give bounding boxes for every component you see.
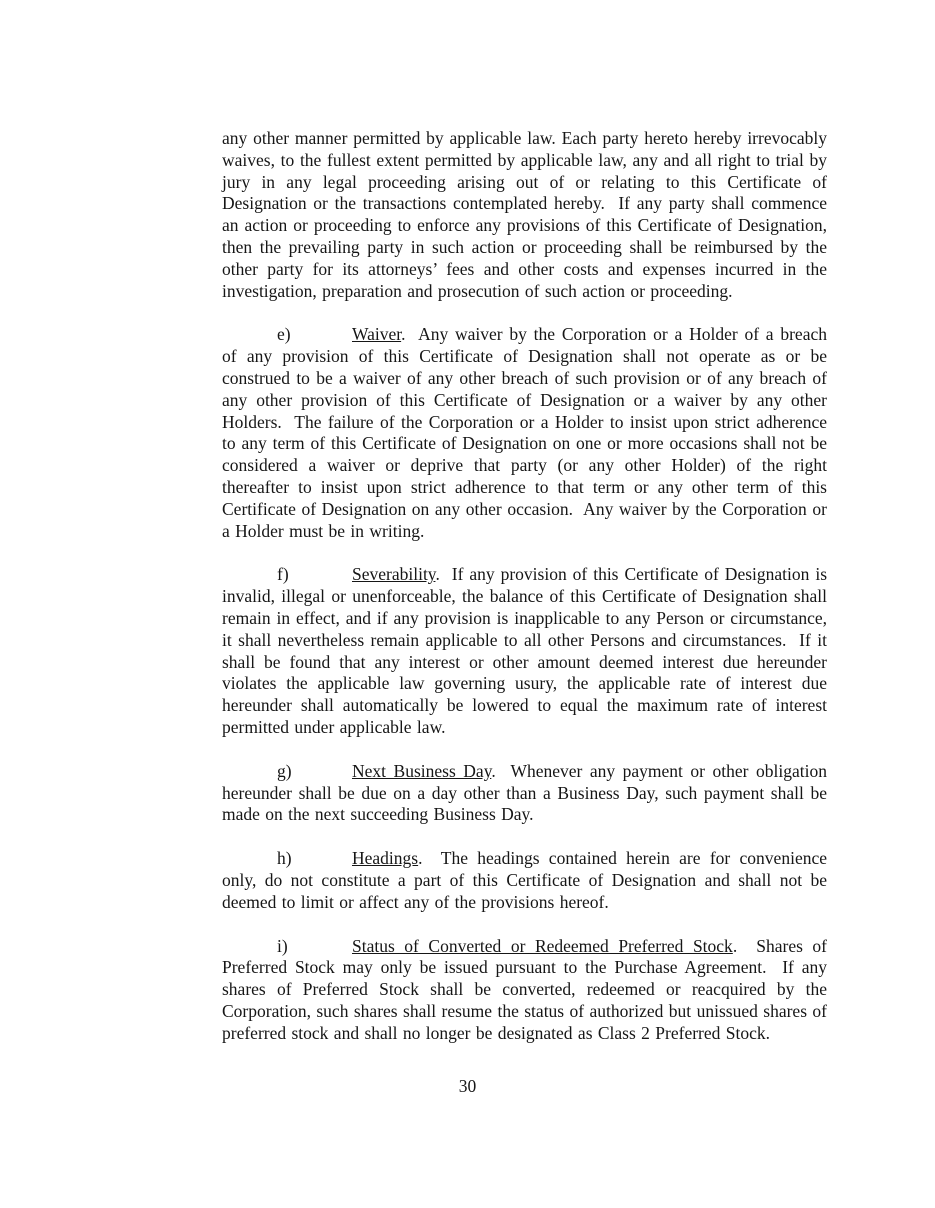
- paragraph-heading: Severability: [352, 564, 436, 585]
- paragraph-heading-period: .: [418, 848, 441, 869]
- paragraph-letter: g): [277, 760, 292, 781]
- paragraph-body: The headings contained herein are for convenience only, do not constitute a part of this Certificate of Designation and shall not be deemed to limit or affect any of the provisions hereof.: [222, 848, 827, 912]
- paragraph-heading: Waiver: [352, 324, 402, 345]
- paragraph-letter: i): [277, 935, 288, 956]
- paragraph-e-waiver: [222, 324, 827, 542]
- page-number: 30: [458, 1076, 477, 1096]
- paragraph-heading: Next Business Day: [352, 760, 492, 781]
- paragraph-letter: h): [277, 848, 292, 869]
- paragraph-h-headings: [222, 848, 827, 913]
- paragraph-heading: Headings: [352, 848, 419, 869]
- paragraph-letter: e): [277, 324, 291, 345]
- paragraph-f-severability: [222, 564, 827, 738]
- paragraph-continuation: [222, 128, 827, 302]
- paragraph-heading-period: .: [401, 324, 419, 345]
- paragraph-body: Shares of Preferred Stock may only be issued pursuant to the Purchase Agreement. If any shares of Preferred Stock shall be converted, redeemed or reacquired by the Corporation, such shares shall resume the status of authorized but unissued shares of preferred stock and shall no longer be designated as Class 2 Preferred Stock.: [222, 935, 828, 1043]
- paragraph-body: Any waiver by the Corporation or a Holder of a breach of any provision of this Certificate of Designation shall not operate as or be construed to be a waiver of any other breach of such provision or of any breach of any other provision of this Certificate of Designation or a waiver by any other Holders. The failure of the Corporation or a Holder to insist upon strict adherence to any term of this Certificate of Designation on one or more occasions shall not be considered a waiver or deprive that party (or any other Holder) of the right thereafter to insist upon strict adherence to that term or any other term of this Certificate of Designation on any other occasion. Any waiver by the Corporation or a Holder must be in writing.: [222, 324, 827, 541]
- paragraph-heading-period: .: [491, 760, 511, 781]
- paragraph-body: any other manner permitted by applicable law. Each party hereto hereby irrevocably waives, to the fullest extent permitted by applicable law, any and all right to trial by jury in any legal proceeding arising out of or relating to this Certificate of Designation or the transactions contemplated hereby. If any party shall commence an action or proceeding to enforce any provisions of this Certificate of Designation, then the prevailing party in such action or proceeding shall be reimbursed by the other party for its attorneys’ fees and other costs and expenses incurred in the investigation, preparation and prosecution of such action or proceeding.: [222, 128, 827, 301]
- paragraph-heading: Status of Converted or Redeemed Preferred Stock: [352, 935, 733, 956]
- paragraph-body: If any provision of this Certificate of Designation is invalid, illegal or unenforceable, the balance of this Certificate of Designation shall remain in effect, and if any provision is inapplicable to any Person or circumstance, it shall nevertheless remain applicable to all other Persons and circumstances. If it shall be found that any interest or other amount deemed interest due hereunder violates the applicable law governing usury, the applicable rate of interest due hereunder shall automatically be lowered to equal the maximum rate of interest permitted under applicable law.: [222, 564, 828, 737]
- paragraph-heading-period: .: [435, 564, 452, 585]
- paragraph-heading-period: .: [732, 935, 757, 956]
- document-text-block: [222, 128, 827, 1066]
- paragraph-g-next-business-day: [222, 761, 827, 826]
- paragraph-letter: f): [277, 564, 289, 585]
- paragraph-i-status-of-converted-stock: [222, 936, 827, 1045]
- paragraph-body: Whenever any payment or other obligation hereunder shall be due on a day other than a Business Day, such payment shall be made on the next succeeding Business Day.: [222, 760, 827, 825]
